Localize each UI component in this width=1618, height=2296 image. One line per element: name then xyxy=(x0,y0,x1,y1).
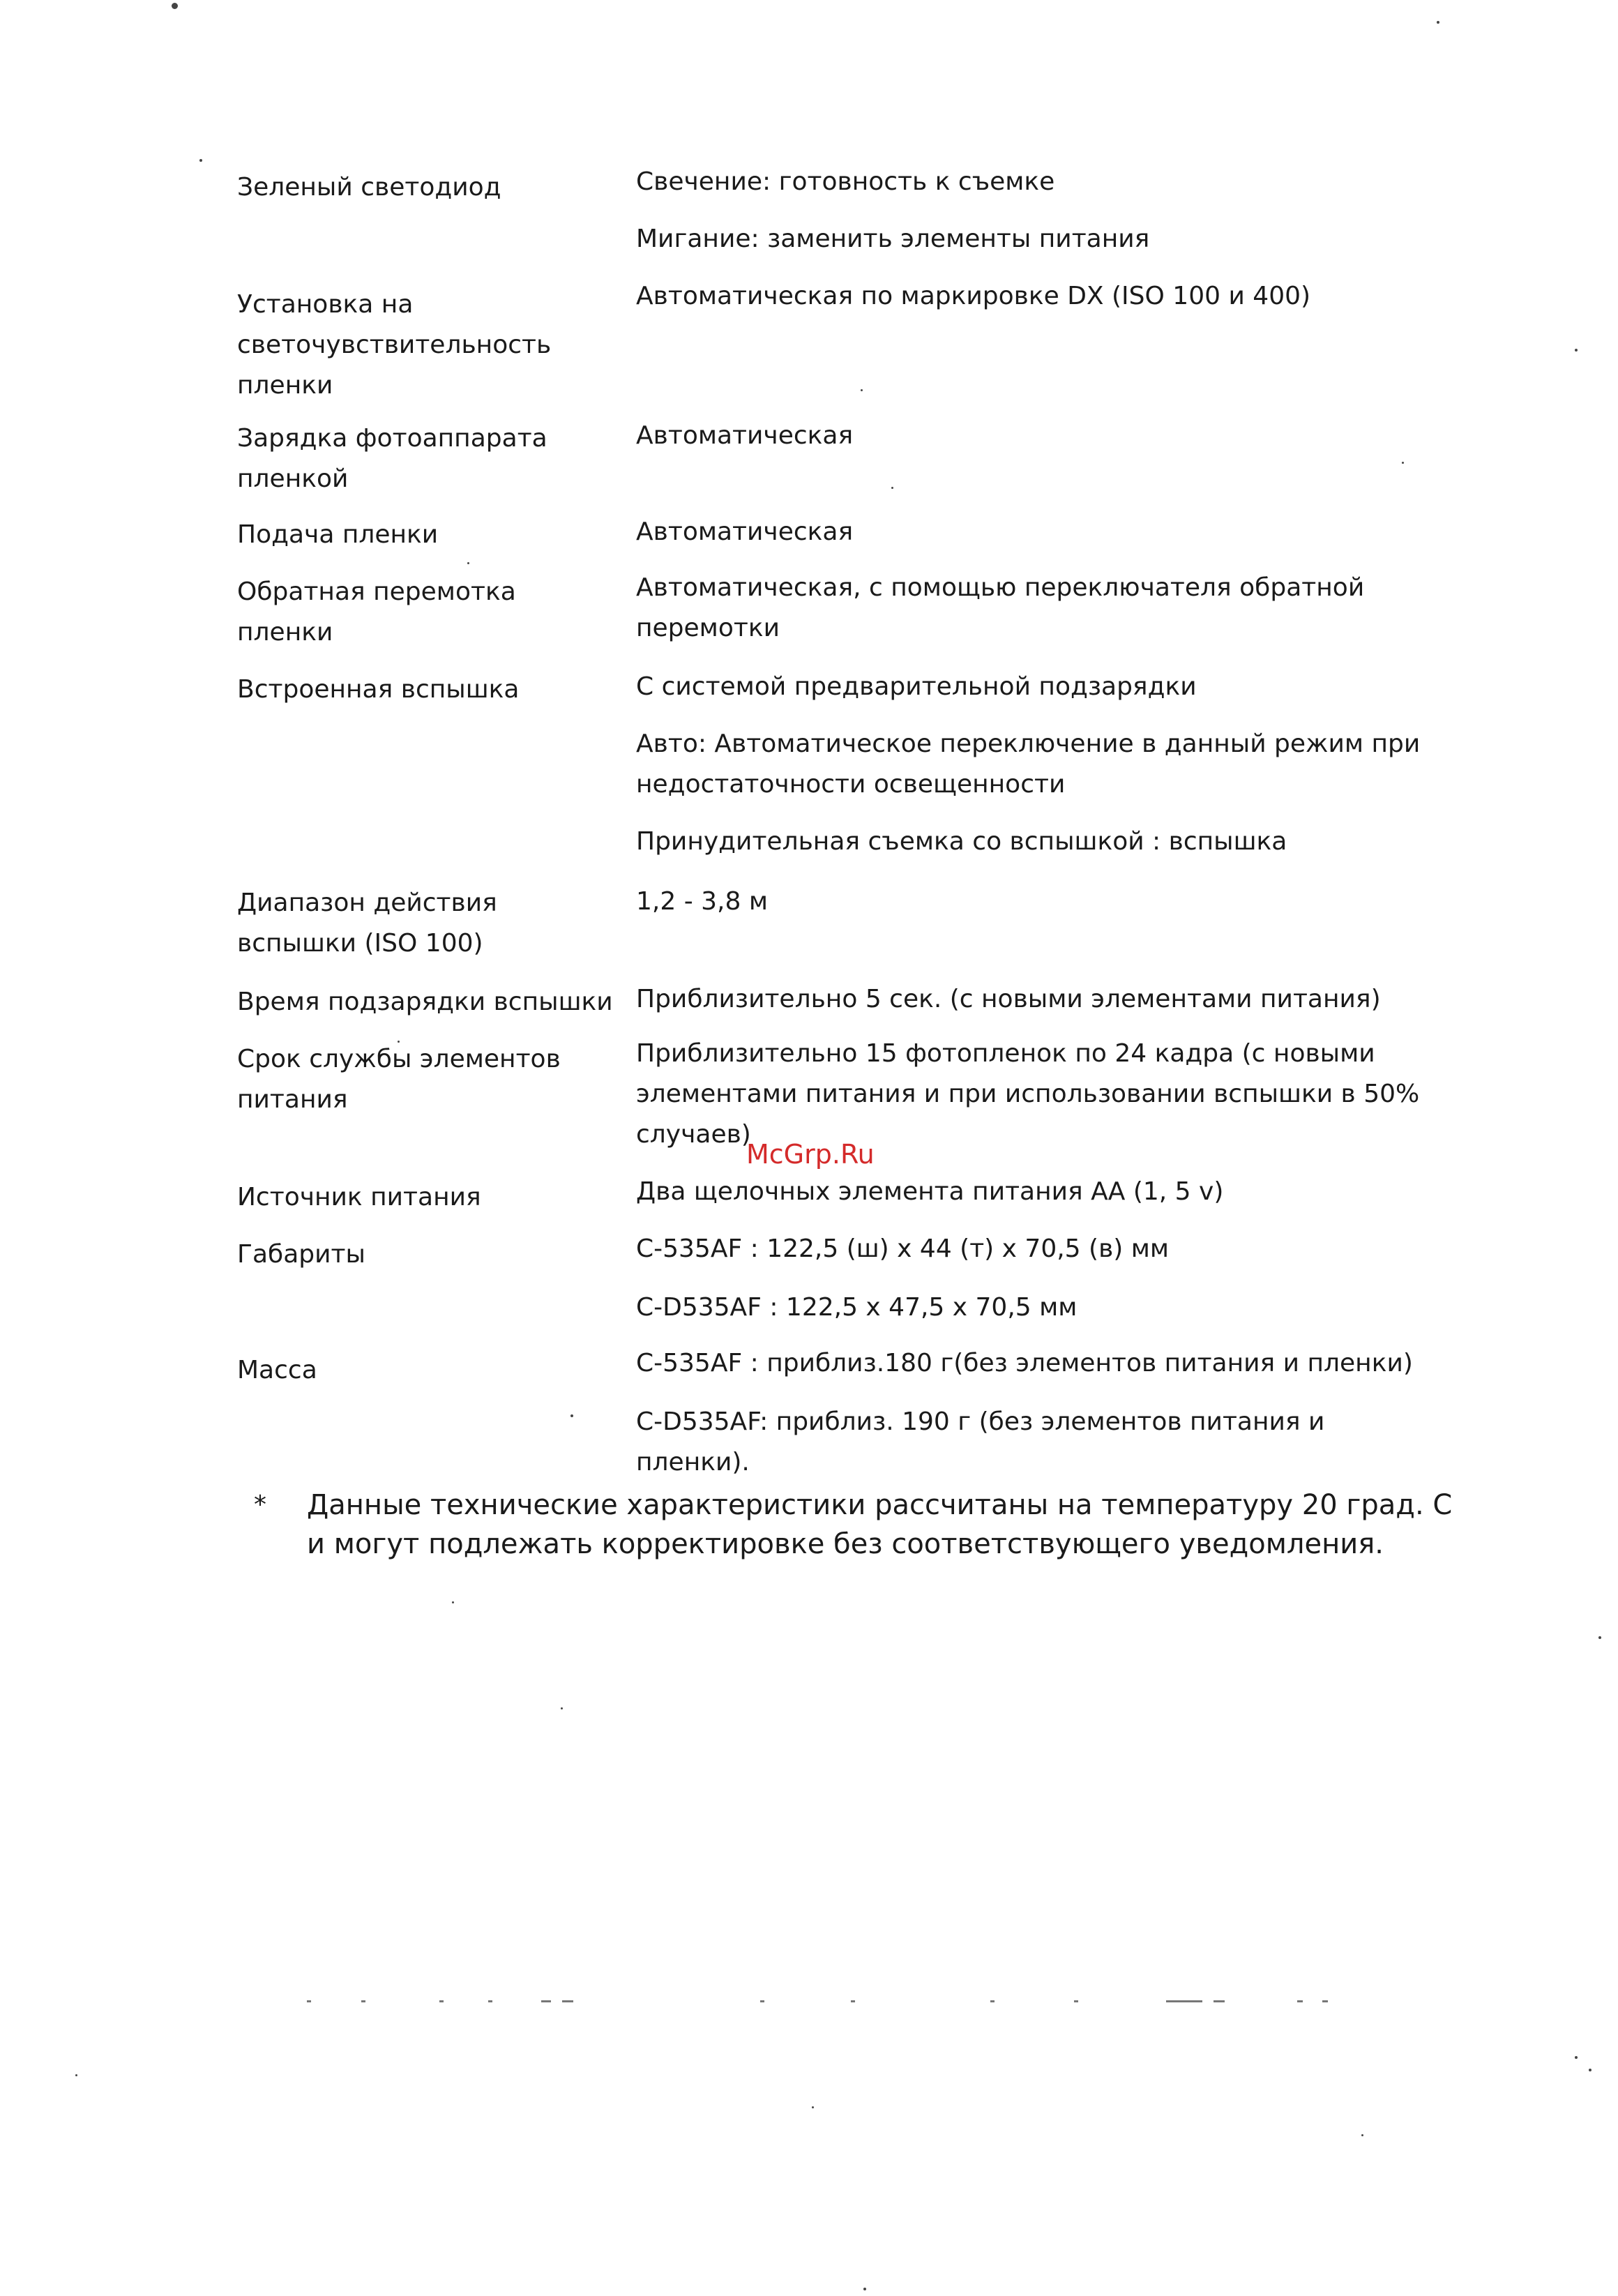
watermark: McGrp.Ru xyxy=(746,1139,875,1170)
spec-label: Масса xyxy=(237,1356,317,1384)
spec-value: Свечение: готовность к съемке xyxy=(636,167,1055,196)
spec-value: С-535AF : 122,5 (ш) х 44 (т) х 70,5 (в) мм xyxy=(636,1234,1170,1263)
spec-value: Мигание: заменить элементы питания xyxy=(636,225,1150,253)
spec-value: Приблизительно 5 сек. (с новыми элементами питания) xyxy=(636,985,1381,1013)
scan-mark xyxy=(1214,2000,1225,2002)
scan-mark xyxy=(361,2000,365,2002)
footnote-text: Данные технические характеристики рассчитаны на температуру 20 град. С и могут подлежать корректировке без соответствующего уведомления. xyxy=(307,1489,1453,1560)
spec-label: Время подзарядки вспышки xyxy=(237,988,613,1016)
spec-value: Принудительная съемка со вспышкой : вспышка xyxy=(636,827,1287,856)
scan-speck xyxy=(1575,2056,1578,2059)
scan-mark xyxy=(1297,2000,1303,2002)
spec-label: Источник питания xyxy=(237,1183,481,1211)
scan-speck xyxy=(891,487,893,489)
spec-label: Зарядка фотоаппарата пленкой xyxy=(237,424,547,493)
spec-label: Срок службы элементов питания xyxy=(237,1045,561,1114)
scan-mark xyxy=(541,2000,551,2002)
scan-speck xyxy=(199,159,202,162)
scan-speck xyxy=(1437,21,1439,24)
scan-speck xyxy=(452,1601,454,1603)
spec-value: С-535AF : приблиз.180 г(без элементов питания и пленки) xyxy=(636,1349,1413,1377)
scan-speck xyxy=(1575,349,1578,352)
scan-mark xyxy=(760,2000,764,2002)
scan-mark xyxy=(1322,2000,1328,2002)
spec-label: Подача пленки xyxy=(237,520,439,549)
spec-label: Установка на светочувствительность пленки xyxy=(237,290,552,400)
scan-speck xyxy=(561,1707,563,1709)
scan-speck xyxy=(172,3,178,9)
scan-speck xyxy=(861,389,863,391)
scan-speck xyxy=(1589,2069,1591,2071)
spec-value: С-D535AF : 122,5 х 47,5 х 70,5 мм xyxy=(636,1293,1078,1322)
spec-value: Авто: Автоматическое переключение в данный режим при недостаточности освещенности xyxy=(636,730,1421,799)
spec-value: Автоматическая, с помощью переключателя обратной перемотки xyxy=(636,573,1365,642)
scan-speck xyxy=(467,562,469,564)
scan-speck xyxy=(570,1414,573,1417)
scan-mark xyxy=(439,2000,444,2002)
scan-speck xyxy=(398,1041,400,1043)
spec-label: Зеленый светодиод xyxy=(237,173,501,202)
spec-value: С системой предварительной подзарядки xyxy=(636,672,1197,701)
scan-mark xyxy=(1166,2000,1202,2002)
scan-mark xyxy=(307,2000,311,2002)
spec-label: Габариты xyxy=(237,1240,365,1269)
scan-speck xyxy=(1361,2134,1363,2136)
spec-value: 1,2 - 3,8 м xyxy=(636,887,768,916)
scan-mark xyxy=(851,2000,855,2002)
scan-speck xyxy=(75,2074,77,2076)
spec-label: Встроенная вспышка xyxy=(237,675,520,704)
scan-speck xyxy=(863,2288,866,2290)
spec-value: С-D535AF: приблиз. 190 г (без элементов питания и пленки). xyxy=(636,1407,1325,1476)
spec-value: Автоматическая xyxy=(636,518,854,546)
footnote-marker: * xyxy=(254,1490,266,1519)
spec-label: Диапазон действия вспышки (ISO 100) xyxy=(237,889,497,958)
spec-label: Обратная перемотка пленки xyxy=(237,577,516,647)
scan-mark xyxy=(488,2000,492,2002)
scan-speck xyxy=(1402,462,1404,464)
scan-speck xyxy=(812,2106,814,2108)
scan-mark xyxy=(990,2000,995,2002)
scan-mark xyxy=(562,2000,573,2002)
spec-value: Автоматическая по маркировке DX (ISO 100 и 400) xyxy=(636,282,1311,310)
spec-value: Приблизительно 15 фотопленок по 24 кадра (с новыми элементами питания и при использовании вспышки в 50% случаев) xyxy=(636,1039,1420,1149)
scan-speck xyxy=(1598,1636,1601,1639)
spec-value: Автоматическая xyxy=(636,421,854,450)
spec-value: Два щелочных элемента питания АА (1, 5 v) xyxy=(636,1177,1224,1206)
scan-mark xyxy=(1074,2000,1078,2002)
